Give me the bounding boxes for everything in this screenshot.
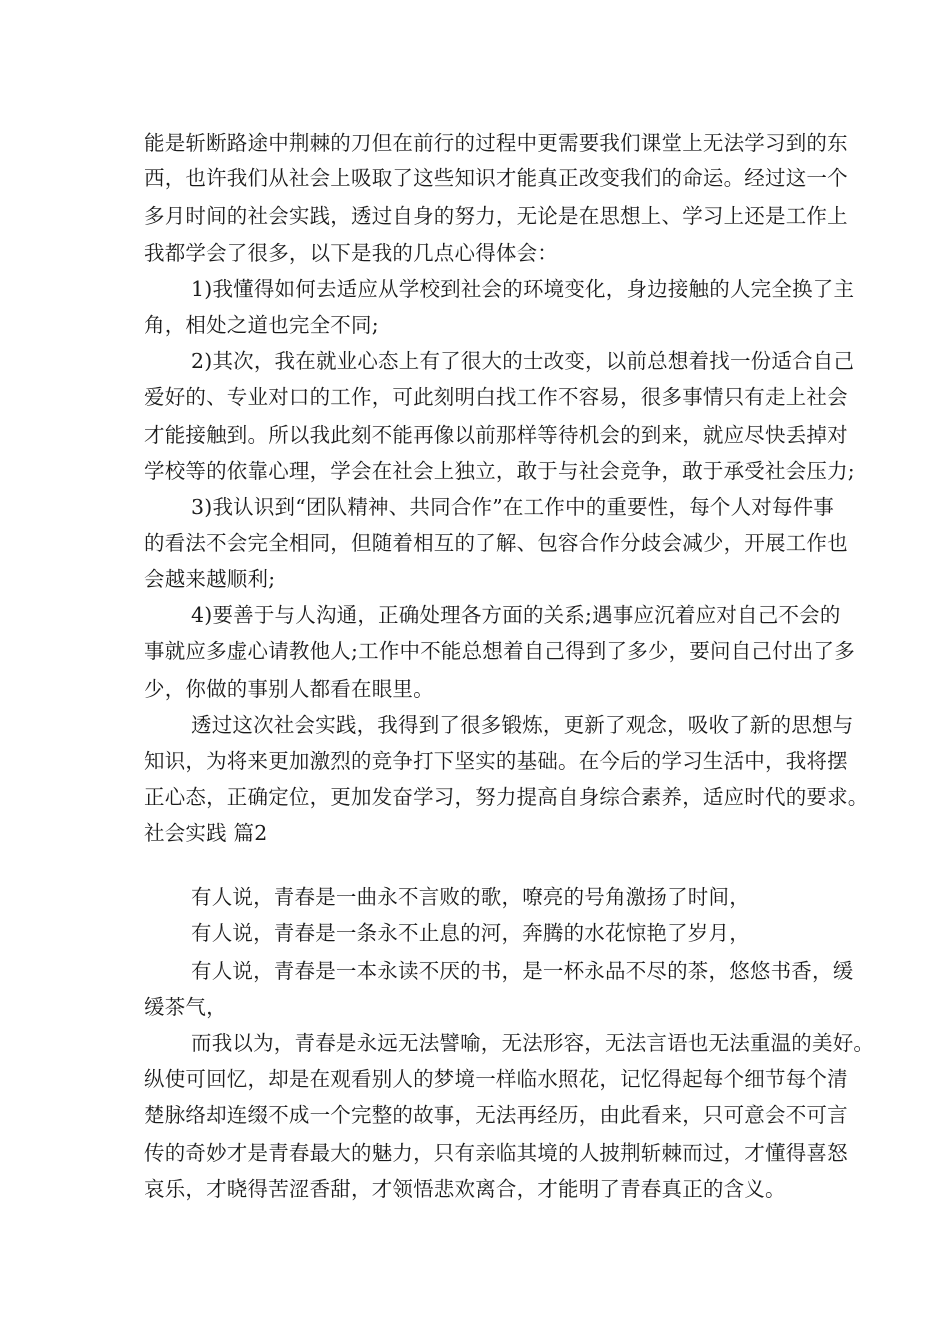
text-line: 多月时间的社会实践，透过自身的努力，无论是在思想上、学习上还是工作上: [144, 204, 848, 228]
text-line: 能是斩断路途中荆棘的刀但在前行的过程中更需要我们课堂上无法学习到的东: [144, 131, 848, 155]
text-line: 缓茶气，: [144, 995, 227, 1019]
text-line: 哀乐，才晓得苦涩香甜，才领悟悲欢离合，才能明了青春真正的含义。: [144, 1177, 786, 1201]
list-item-4-line: 4)要善于与人沟通，正确处理各方面的关系;遇事应沉着应对自己不会的: [191, 603, 841, 627]
text-line: 知识，为将来更加激烈的竞争打下坚实的基础。在今后的学习生活中，我将摆: [144, 749, 848, 773]
text-line: 才能接触到。所以我此刻不能再像以前那样等待机会的到来，就应尽快丢掉对: [144, 423, 848, 447]
text-line: 西，也许我们从社会上吸取了这些知识才能真正改变我们的命运。经过这一个: [144, 166, 848, 190]
text-line: 会越来越顺利;: [144, 567, 276, 591]
paragraph-line: 有人说，青春是一曲永不言败的歌，嘹亮的号角激扬了时间，: [191, 885, 750, 909]
text-line: 楚脉络却连缀不成一个完整的故事，无法再经历，由此看来，只可意会不可言: [144, 1103, 848, 1127]
list-item-2-line: 2)其次，我在就业心态上有了很大的士改变，以前总想着找一份适合自己: [191, 349, 855, 373]
text-line: 学校等的依靠心理，学会在社会上独立，敢于与社会竞争，敢于承受社会压力;: [144, 459, 855, 483]
paragraph-line: 而我以为，青春是永远无法譬喻，无法形容，无法言语也无法重温的美好。: [191, 1031, 875, 1055]
paragraph-line: 有人说，青春是一本永读不厌的书，是一杯永品不尽的茶，悠悠书香，缓: [191, 959, 854, 983]
text-line: 少，你做的事别人都看在眼里。: [144, 677, 434, 701]
text-line: 传的奇妙才是青春最大的魅力，只有亲临其境的人披荆斩棘而过，才懂得喜怒: [144, 1141, 848, 1165]
text-line: 事就应多虚心请教他人;工作中不能总想着自己得到了多少，要问自己付出了多: [144, 639, 855, 663]
text-line: 爱好的、专业对口的工作，可此刻明白找工作不容易，很多事情只有走上社会: [144, 385, 848, 409]
paragraph-line: 有人说，青春是一条永不止息的河，奔腾的水花惊艳了岁月，: [191, 921, 750, 945]
text-line: 角，相处之道也完全不同;: [144, 313, 379, 337]
paragraph-line: 透过这次社会实践，我得到了很多锻炼，更新了观念，吸收了新的思想与: [191, 713, 854, 737]
section-heading: 社会实践 篇2: [144, 821, 268, 845]
list-item-1-line: 1)我懂得如何去适应从学校到社会的环境变化，身边接触的人完全换了主: [191, 277, 855, 301]
list-item-3-line: 3)我认识到“团队精神、共同合作”在工作中的重要性，每个人对每件事: [191, 495, 835, 519]
text-line: 的看法不会完全相同，但随着相互的了解、包容合作分歧会减少，开展工作也: [144, 531, 848, 555]
text-line: 正心态，正确定位，更加发奋学习，努力提高自身综合素养，适应时代的要求。: [144, 785, 869, 809]
text-line: 我都学会了很多，以下是我的几点心得体会：: [144, 241, 558, 265]
text-line: 纵使可回忆，却是在观看别人的梦境一样临水照花，记忆得起每个细节每个清: [144, 1067, 848, 1091]
